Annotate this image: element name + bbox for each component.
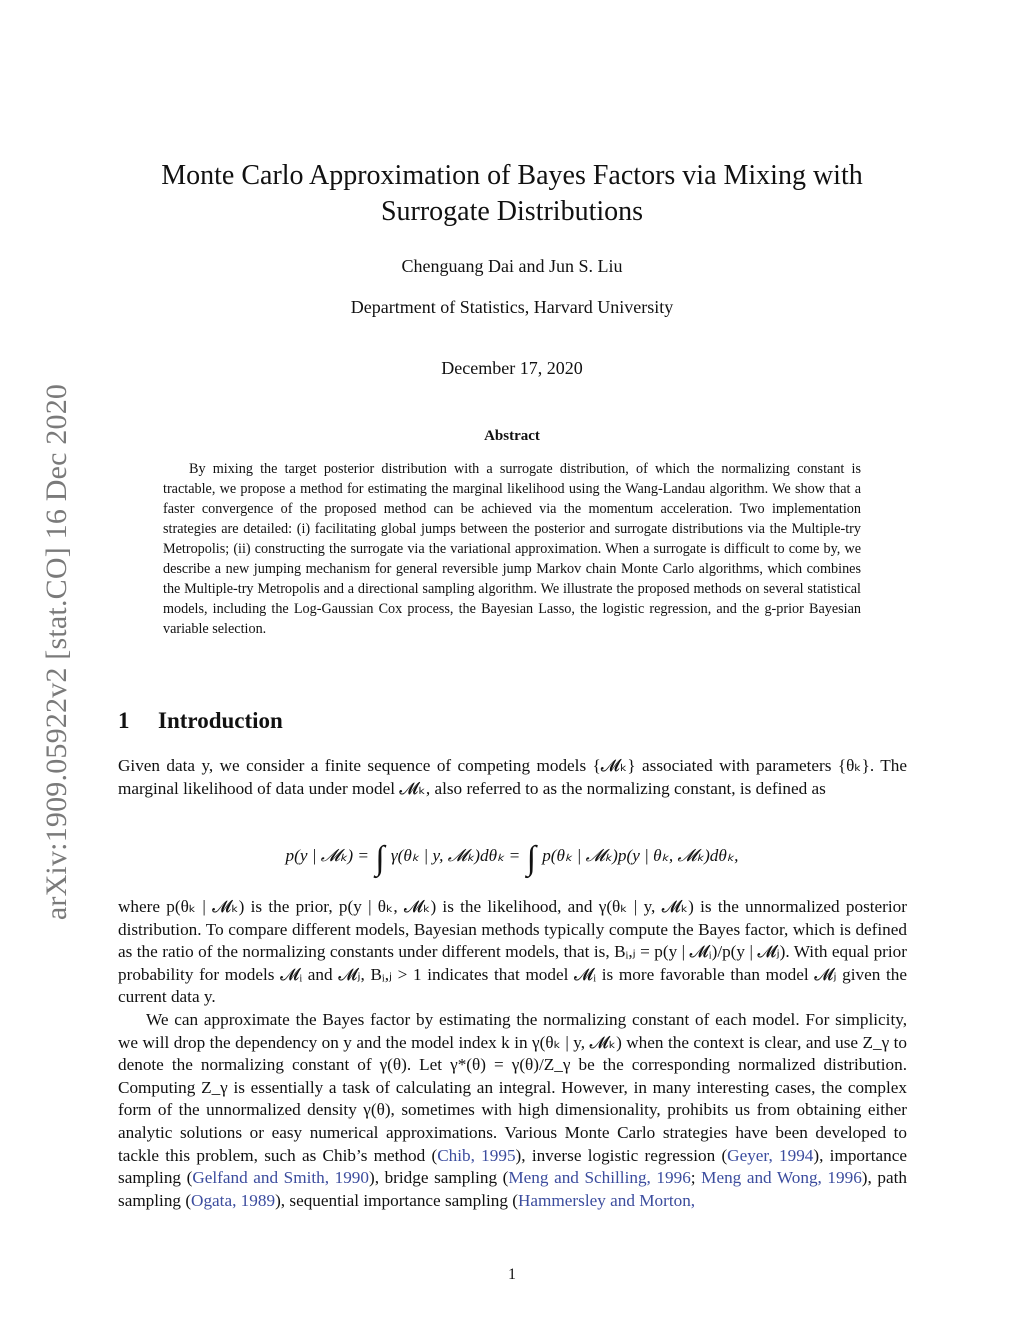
section-heading [118,708,283,734]
intro-paragraph-3 [118,1009,907,1212]
title-line-2: Surrogate Distributions [380,196,644,227]
page-number: 1 [508,1266,516,1283]
para3-text: ), inverse logistic regression ( [515,1145,728,1165]
equation-lhs: p(y | 𝓜ₖ) = [285,846,369,865]
para3-text: ), sequential importance sampling ( [275,1190,519,1210]
citation-link[interactable]: Chib, 1995 [437,1145,516,1165]
intro-paragraph-1: Given data y, we consider a finite sequence of competing models {𝓜ₖ} associated with parameters {θₖ}. The marginal likelihood of data under model 𝓜ₖ, also referred to as the normalizing constant, is defined as [118,756,907,798]
section-title: Introduction [158,708,283,733]
paper-title [0,158,1024,230]
para3-text: ), bridge sampling ( [368,1168,509,1188]
integral-sign-1: ∫ [375,840,385,877]
arxiv-side-stamp: arXiv:1909.05922v2 [stat.CO] 16 Dec 2020 [40,383,73,921]
citation-link[interactable]: Gelfand and Smith, 1990 [192,1168,369,1188]
citation-link[interactable]: Meng and Wong, 1996 [701,1168,862,1188]
affiliation: Department of Statistics, Harvard University [350,297,674,317]
authors: Chenguang Dai and Jun S. Liu [401,256,623,276]
citation-link[interactable]: Geyer, 1994 [727,1145,814,1165]
date: December 17, 2020 [441,358,583,378]
citation-link[interactable]: Hammersley and Morton, [518,1190,696,1210]
marginal-likelihood-equation [0,840,1024,878]
integral-sign-2: ∫ [526,840,536,877]
citation-link[interactable]: Ogata, 1989 [191,1190,276,1210]
section-number: 1 [118,708,130,733]
equation-mid: γ(θₖ | y, 𝓜ₖ)dθₖ = [390,846,521,865]
para3-text: ), path sampling ( [118,1168,907,1210]
title-line-1: Monte Carlo Approximation of Bayes Factors via Mixing with [161,160,863,191]
para3-text: ), importance sampling ( [118,1145,907,1188]
para3-text: We can approximate the Bayes factor by estimating the normalizing constant of each model. For simplicity, we will drop the dependency on y and the model index k in γ(θₖ | y, 𝓜ₖ) when the context is clear, and use Z_γ to denote the normalizing constant of γ(θ). Let γ*(θ) = γ(θ)/Z_γ be the corresponding normalized distribution. Computing Z_γ is essentially a task of calculating an integral. However, in many interesting cases, the complex form of the unnormalized density γ(θ), sometimes with high dimensionality, prohibits us from obtaining either analytic solutions or easy numerical approximations. Various Monte Carlo strategies have been developed to tackle this problem, such as Chib’s method ( [118,1010,907,1165]
intro-paragraph-2: where p(θₖ | 𝓜ₖ) is the prior, p(y | θₖ, 𝓜ₖ) is the likelihood, and γ(θₖ | y, 𝓜ₖ) is the unnormalized posterior distribution. To compare different models, Bayesian methods typically compute the Bayes factor, which is defined as the ratio of the normalizing constants under different models, that is, Bᵢ,ⱼ = p(y | 𝓜ᵢ)/p(y | 𝓜ⱼ). With equal prior probability for models 𝓜ᵢ and 𝓜ⱼ, Bᵢ,ⱼ > 1 indicates that model 𝓜ᵢ is more favorable than model 𝓜ⱼ given the current data y. [118,897,907,1007]
para3-text: ; [690,1168,702,1188]
abstract-heading: Abstract [484,428,540,444]
citation-link[interactable]: Meng and Schilling, 1996 [508,1168,691,1188]
abstract-text: By mixing the target posterior distribution with a surrogate distribution, of which the normalizing constant is tractable, we propose a method for estimating the marginal likelihood using the Wang-Landau algorithm. We show that a faster convergence of the proposed method can be achieved via the momentum acceleration. Two implementation strategies are detailed: (i) facilitating global jumps between the posterior and surrogate distributions via the Multiple-try Metropolis; (ii) constructing the surrogate via the variational approximation. When a surrogate is difficult to come by, we describe a new jumping mechanism for general reversible jump Markov chain Monte Carlo algorithms, which combines the Multiple-try Metropolis and a directional sampling algorithm. We illustrate the proposed methods on several statistical models, including the Log-Gaussian Cox process, the Bayesian Lasso, the logistic regression, and the g-prior Bayesian variable selection. [163,461,861,637]
equation-rhs: p(θₖ | 𝓜ₖ)p(y | θₖ, 𝓜ₖ)dθₖ, [542,846,739,865]
